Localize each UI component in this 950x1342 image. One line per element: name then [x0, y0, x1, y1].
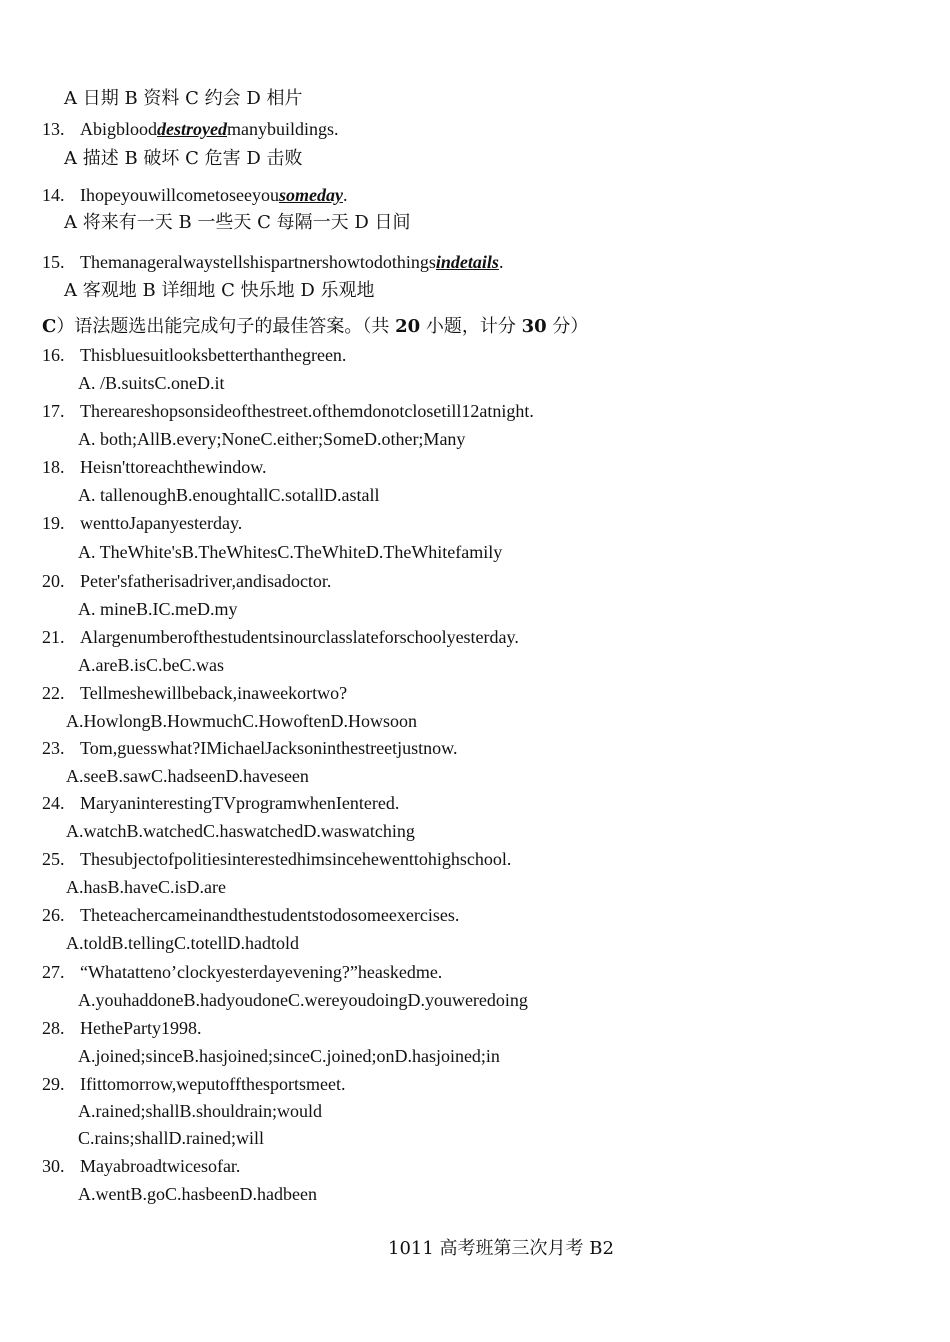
- question-number: 21.: [42, 627, 65, 647]
- question-stem: Tom,guesswhat?IMichaelJacksoninthestreetjustnow.: [80, 738, 458, 758]
- question-26: [42, 904, 459, 926]
- question-number: 22.: [42, 683, 65, 703]
- question-13: [42, 118, 339, 140]
- question-15-options: A 客观地 B 详细地 C 快乐地 D 乐观地: [64, 280, 375, 301]
- question-28: [42, 1017, 201, 1039]
- question-stem: Peter'sfatherisadriver,andisadoctor.: [80, 571, 332, 591]
- question-19-options: A. TheWhite'sB.TheWhitesC.TheWhiteD.TheWhitefamily: [78, 542, 503, 562]
- question-number: 27.: [42, 962, 65, 982]
- question-27-options: A.youhaddoneB.hadyoudoneC.wereyoudoingD.youweredoing: [78, 990, 528, 1010]
- question-20-options: A. mineB.IC.meD.my: [78, 599, 238, 619]
- question-30: [42, 1155, 240, 1177]
- question-26-options: A.toldB.tellingC.totellD.hadtold: [66, 933, 299, 953]
- question-stem-post: manybuildings.: [227, 119, 339, 139]
- question-stem-post: .: [498, 252, 504, 272]
- question-stem: Thesubjectofpolitiesinterestedhimsincehewenttohighschool.: [80, 849, 512, 869]
- question-number: 17.: [42, 401, 65, 421]
- question-stem-post: .: [342, 185, 348, 205]
- question-29: [42, 1073, 345, 1095]
- question-number: 29.: [42, 1074, 65, 1094]
- question-number: 26.: [42, 905, 65, 925]
- question-number: 18.: [42, 457, 65, 477]
- question-20: [42, 570, 331, 592]
- question-23-options: A.seeB.sawC.hadseenD.haveseen: [66, 766, 309, 786]
- question-30-options: A.wentB.goC.hasbeenD.hadbeen: [78, 1184, 317, 1204]
- question-stem: Thereareshopsonsideofthestreet.ofthemdonotclosetill12atnight.: [80, 401, 534, 421]
- question-number: 30.: [42, 1156, 65, 1176]
- section-text: 小题，计分: [420, 316, 522, 337]
- question-stem: Theteachercameinandthestudentstodosomeexercises.: [80, 905, 460, 925]
- question-25: [42, 848, 511, 870]
- question-stem: Ifittomorrow,weputoffthesportsmeet.: [80, 1074, 346, 1094]
- question-28-options: A.joined;sinceB.hasjoined;sinceC.joined;onD.hasjoined;in: [78, 1046, 500, 1066]
- question-stem: Thisbluesuitlooksbetterthanthegreen.: [80, 345, 347, 365]
- vocab-keyword: someday: [278, 185, 343, 205]
- question-number: 25.: [42, 849, 65, 869]
- question-stem-pre: Themanageralwaystellshispartnershowtodothings: [80, 252, 436, 272]
- question-number: 15.: [42, 252, 65, 272]
- question-29-options-2: C.rains;shallD.rained;will: [78, 1128, 264, 1148]
- question-stem: Heisn'ttoreachthewindow.: [80, 457, 267, 477]
- question-number: 13.: [42, 119, 65, 139]
- question-23: [42, 737, 457, 759]
- question-14-options: A 将来有一天 B 一些天 C 每隔一天 D 日间: [64, 212, 411, 233]
- question-number: 23.: [42, 738, 65, 758]
- question-number: 19.: [42, 513, 65, 533]
- question-18: [42, 456, 267, 478]
- page-footer: 1011 高考班第三次月考 B2: [388, 1238, 614, 1259]
- question-stem: HetheParty1998.: [80, 1018, 202, 1038]
- question-25-options: A.hasB.haveC.isD.are: [66, 877, 226, 897]
- section-c-heading: [42, 316, 588, 338]
- question-number: 24.: [42, 793, 65, 813]
- question-stem-pre: Abigblood: [80, 119, 158, 139]
- question-17: [42, 400, 534, 422]
- question-21: [42, 626, 519, 648]
- vocab-keyword: destroyed: [157, 119, 227, 139]
- question-stem: wenttoJapanyesterday.: [80, 513, 243, 533]
- question-17-options: A. both;AllB.every;NoneC.either;SomeD.other;Many: [78, 429, 466, 449]
- question-stem: MaryaninterestingTVprogramwhenIentered.: [80, 793, 400, 813]
- question-29-options: A.rained;shallB.shouldrain;would: [78, 1101, 322, 1121]
- question-19: [42, 512, 242, 534]
- question-24-options: A.watchB.watchedC.haswatchedD.waswatching: [66, 821, 415, 841]
- question-number: 14.: [42, 185, 65, 205]
- question-24: [42, 792, 399, 814]
- question-21-options: A.areB.isC.beC.was: [78, 655, 224, 675]
- question-14: [42, 184, 347, 206]
- question-27: [42, 961, 442, 983]
- question-16: [42, 344, 346, 366]
- question-stem-pre: Ihopeyouwillcometoseeyou: [80, 185, 279, 205]
- question-22: [42, 682, 347, 704]
- section-letter: C: [42, 316, 57, 337]
- question-13-options: A 描述 B 破坏 C 危害 D 击败: [64, 148, 303, 169]
- section-text: ）语法题选出能完成句子的最佳答案。（共: [56, 316, 396, 337]
- question-16-options: A. /B.suitsC.oneD.it: [78, 373, 225, 393]
- question-22-options: A.HowlongB.HowmuchC.HowoftenD.Howsoon: [66, 711, 417, 731]
- q12-options: A 日期 B 资料 C 约会 D 相片: [64, 88, 303, 109]
- vocab-keyword: indetails: [435, 252, 499, 272]
- question-count: 20: [395, 316, 421, 337]
- question-stem: Tellmeshewillbeback,inaweekortwo?: [80, 683, 348, 703]
- question-stem: Alargenumberofthestudentsinourclasslateforschoolyesterday.: [80, 627, 519, 647]
- question-stem: “Whatatteno’clockyesterdayevening?”heaskedme.: [80, 962, 443, 982]
- question-number: 20.: [42, 571, 65, 591]
- question-18-options: A. tallenoughB.enoughtallC.sotallD.astall: [78, 485, 380, 505]
- question-number: 28.: [42, 1018, 65, 1038]
- question-number: 16.: [42, 345, 65, 365]
- question-stem: Mayabroadtwicesofar.: [80, 1156, 241, 1176]
- section-text: 分）: [546, 316, 589, 337]
- question-15: [42, 251, 503, 273]
- total-score: 30: [521, 316, 547, 337]
